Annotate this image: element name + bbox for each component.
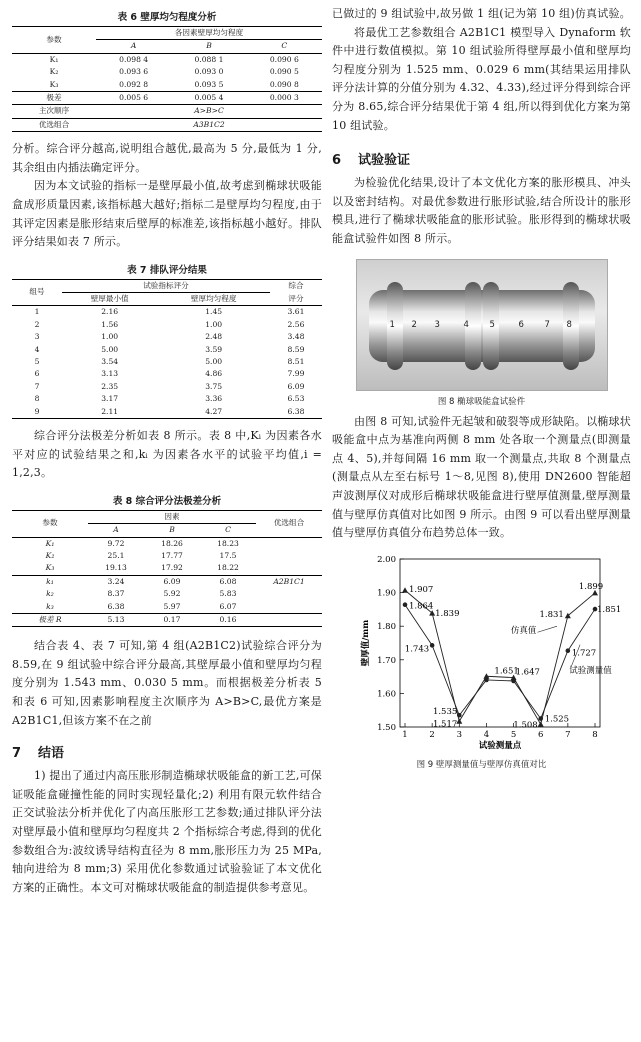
t7-col2: 壁厚均匀程度: [157, 293, 270, 306]
figure-8-photo: [356, 259, 608, 391]
t6-col-a: A: [96, 40, 171, 53]
t8-row-label: k₁: [46, 576, 54, 586]
data-label: 1.831: [539, 609, 564, 620]
data-label: 1.899: [578, 581, 604, 592]
t7-cell: 7.99: [287, 369, 305, 379]
t8-row-label: K₁: [45, 538, 55, 548]
x-axis-label: 试验测量点: [478, 740, 522, 751]
t8-param: 参数: [12, 510, 88, 537]
data-label: 1.647: [515, 667, 540, 678]
t8-cell: 25.1: [107, 550, 125, 560]
x-tick-label: 7: [565, 729, 571, 740]
right-paragraph-1: 已做过的 9 组试验中,故另做 1 组(记为第 10 组)仿真试验。: [332, 7, 631, 20]
table8: [12, 510, 322, 628]
x-tick-label: 1: [402, 729, 408, 740]
data-label: 1.864: [409, 601, 434, 612]
t7-cell: 6.53: [287, 394, 305, 404]
figure-9-chart: [332, 547, 631, 755]
t6-row-label: K₃: [49, 79, 59, 89]
t8-factor: 因素: [88, 510, 256, 523]
t6-col-b: B: [171, 40, 246, 53]
series-point-2: [566, 648, 571, 653]
t8-col-c: C: [200, 524, 256, 537]
section-7-number: 7: [12, 746, 22, 762]
t8-cell: 6.08: [219, 576, 237, 586]
x-tick-label: 4: [483, 729, 490, 740]
t8-best-cell: [256, 537, 322, 550]
t7-cell: 2.11: [101, 406, 119, 416]
t8-cell: 9.72: [107, 538, 125, 548]
t7-cell: 2.48: [205, 332, 223, 342]
data-label: 1.651: [494, 665, 519, 676]
plot-frame: [400, 559, 600, 727]
t6-order-value: A>B>C: [194, 106, 224, 116]
y-axis-label: 壁厚值/mm: [361, 619, 371, 666]
t8-cell: 8.37: [107, 589, 125, 599]
t6-best-value: A3B1C2: [193, 119, 225, 129]
t8-cell: 17.77: [161, 550, 183, 560]
t7-cell: 8.59: [287, 344, 305, 354]
data-label: 1.508: [513, 719, 538, 730]
t6-cell: 0.092 8: [119, 79, 149, 89]
t8-cell: 6.07: [219, 601, 237, 611]
series-point-2: [538, 716, 543, 721]
t7-group-number: 5: [34, 357, 40, 367]
t6-row-label: K₁: [49, 54, 59, 64]
t7-cell: 6.09: [287, 381, 305, 391]
data-label: 1.535: [432, 706, 458, 717]
t6-group-header: 各因素壁厚均匀程度: [96, 27, 322, 40]
t7-col3b: 评分: [270, 293, 322, 306]
data-label: 1.525: [544, 714, 570, 725]
x-tick-label: 2: [429, 729, 435, 740]
data-label: 1.839: [435, 608, 460, 619]
right-paragraph-3: 为检验优化结果,设计了本文优化方案的胀形模具、冲头以及密封结构。对最优参数进行胀形试验,结合所设计的胀形模具,进行了椭球状吸能盒的胀形试验。胀形得到的椭球状吸能盒试验件如图 8 所示。: [332, 176, 631, 245]
t8-cell: 0.17: [163, 614, 181, 624]
t6-row-label: 极差: [46, 92, 62, 102]
t7-col3a: 综合: [288, 280, 304, 290]
t8-best-cell: [256, 601, 322, 614]
t7-header-group: 试验指标评分: [62, 279, 270, 292]
t8-body: [12, 537, 322, 627]
t7-body: [12, 306, 322, 419]
t8-best-cell: [256, 588, 322, 600]
t6-cell: 0.000 3: [269, 92, 299, 102]
measure-point-4: 4: [463, 319, 469, 330]
y-tick-label: 1.50: [377, 722, 396, 733]
t8-col-a: A: [88, 524, 144, 537]
right-paragraph-2: 将最优工艺参数组合 A2B1C1 模型导入 Dynaform 软件中进行数值模拟。第 10 组试验所得壁厚最小值和壁厚均匀程度分别为 1.525 mm、0.029 6 mm(其结果运用排队评分法计算的分值分别为 4.32、4.33),经过评分得到综合评分为 8.65,综合评分结果优于第 4 组,所以得到优化方案为第 10 组试验。: [332, 25, 631, 132]
t7-group-number: 7: [34, 381, 40, 391]
t8-row-label: k₂: [46, 589, 54, 599]
data-label: 1.851: [597, 604, 622, 615]
table7: [12, 279, 322, 419]
t8-best-cell: [256, 562, 322, 575]
t7-cell: 5.00: [205, 357, 223, 367]
data-label: 1.517: [432, 718, 458, 729]
t8-row-label: K₂: [45, 550, 55, 560]
y-tick-label: 1.60: [377, 689, 396, 700]
section-6-title: 试验验证: [358, 153, 411, 169]
measure-point-2: 2: [411, 319, 417, 330]
t6-cell: 0.005 6: [119, 92, 149, 102]
data-label: 1.727: [571, 648, 597, 659]
t8-best-cell: [256, 550, 322, 562]
t7-cell: 2.56: [287, 319, 305, 329]
measure-point-3: 3: [434, 319, 440, 330]
t8-best: 优选组合: [256, 510, 322, 537]
series-point-2: [430, 643, 435, 648]
t8-row-label: 极差 R: [38, 614, 62, 624]
left-paragraph-1: 分析。综合评分越高,说明组合越优,最高为 5 分,最低为 1 分,其余组由内插法确定评分。: [12, 142, 322, 174]
t6-cell: 0.005 4: [194, 92, 224, 102]
right-column: [332, 0, 631, 776]
t6-cell: 0.098 4: [119, 54, 149, 64]
t8-cell: 5.97: [163, 601, 181, 611]
series-point-2: [457, 713, 462, 718]
t8-row-label: K₃: [45, 563, 55, 573]
section-7-title: 结语: [38, 746, 65, 762]
y-tick-label: 1.90: [377, 588, 396, 599]
left-column: [12, 0, 322, 897]
t8-cell: 17.5: [219, 550, 237, 560]
section-6-heading: [332, 149, 631, 168]
t6-cell: 0.088 1: [194, 54, 224, 64]
section-6-number: 6: [332, 153, 342, 169]
measure-point-6: 6: [518, 319, 524, 330]
t8-cell: 5.92: [163, 589, 181, 599]
t7-cell: 6.38: [287, 406, 305, 416]
legend-simulation: 仿真值: [510, 625, 537, 636]
t6-cell: 0.093 6: [119, 67, 149, 77]
t7-cell: 3.17: [101, 394, 119, 404]
x-tick-label: 3: [456, 729, 462, 740]
left-paragraph-2: 因为本文试验的指标一是壁厚最小值,故考虑到椭球状吸能盒成形质量因素,该指标越大越好;指标二是壁厚均匀程度,由于其评定因素是胀形结束后壁厚的标准差,该指标越小越好。排队评分结果如表 7 所示。: [12, 179, 322, 249]
left-paragraph-5: 1) 提出了通过内高压胀形制造椭球状吸能盒的新工艺,可保证吸能盒碰撞性能的同时实现轻量化;2) 利用有限元软件结合正交试验法分析并优化了内高压胀形工艺参数;通过排队评分法对壁厚最小值和壁厚均匀程度共 2 个指标综合考虑,得到的优化参数组合为:波纹诱导结构直径为 8 mm,胀形压力为 25 MPa,轴向进给为 8 mm;3) 采用优化参数通过试验验证了本文优化方案的正确性。本文可对椭球状吸能盒的制造提供参考意见。: [12, 769, 322, 894]
t8-best-cell: [256, 613, 322, 626]
t7-group-number: 4: [34, 344, 40, 354]
series-point-1: [402, 587, 408, 593]
t7-cell: 1.45: [205, 307, 223, 317]
t6-order-label: 主次顺序: [38, 106, 70, 116]
t8-cell: 0.16: [219, 614, 237, 624]
t7-cell: 2.35: [101, 381, 119, 391]
t6-row-label: K₂: [49, 67, 59, 77]
section-7-heading: [12, 742, 322, 761]
t7-cell: 3.75: [205, 381, 223, 391]
t6-cell: 0.093 0: [194, 67, 224, 77]
left-paragraph-3: 综合评分法极差分析如表 8 所示。表 8 中,Kᵢ 为因素各水平对应的试验结果之和,kᵢ 为因素各水平的试验平均值,i = 1,2,3。: [12, 428, 322, 480]
t7-cell: 3.61: [287, 307, 305, 317]
t8-row-label: k₃: [46, 601, 54, 611]
y-tick-label: 1.70: [377, 655, 396, 666]
t7-col1: 壁厚最小值: [62, 293, 157, 306]
t6-cell: 0.090 5: [269, 67, 299, 77]
t8-cell: 18.26: [161, 538, 183, 548]
series-point-1: [538, 721, 544, 727]
t8-cell: 6.09: [163, 576, 181, 586]
right-paragraph-4: 由图 8 可知,试验件无起皱和破裂等成形缺陷。以椭球状吸能盒中点为基准向两侧 8 mm 处各取一个测量点(即测量点 4、5),并每间隔 16 mm 取一个测量点,共取 8 个测量点(测量点从左至右标号 1～8,见图 8),使用 DN2600 智能超声波测厚仪对成形后椭球状吸能盒进行壁厚值测量,壁厚测量值与壁厚仿真值对比如图 9 所示。由图 9 可以看出壁厚测量值与壁厚仿真值分布趋势总体一致。: [332, 414, 631, 540]
x-tick-label: 5: [510, 729, 517, 740]
t7-cell: 8.51: [287, 357, 305, 367]
t7-cell: 3.36: [205, 394, 223, 404]
t8-cell: 6.38: [107, 601, 125, 611]
t6-cell: 0.093 5: [194, 79, 224, 89]
t7-group-number: 1: [34, 307, 40, 317]
t7-cell: 1.56: [101, 319, 119, 329]
x-tick-label: 8: [592, 729, 598, 740]
table6-caption: 表 6 壁厚均匀程度分析: [117, 12, 217, 23]
t8-col-b: B: [144, 524, 200, 537]
t7-group-number: 2: [34, 319, 40, 329]
t7-cell: 3.13: [101, 369, 119, 379]
t7-group-number: 3: [34, 332, 40, 342]
t6-best-label: 优选组合: [38, 119, 70, 129]
t6-param: 参数: [12, 27, 96, 54]
left-paragraph-4: 结合表 4、表 7 可知,第 4 组(A2B1C2)试验综合评分为 8.59,在 9 组试验中综合评分最高,其壁厚最小值和壁厚均匀程度分别为 1.543 mm、0.030 5 mm。而根据极差分析表 5 和表 6 可知,因素影响程度主次顺序为 A>B>C,最优方案是 A2B1C1,但该方案不在之前: [12, 639, 322, 727]
y-tick-label: 2.00: [377, 554, 396, 565]
t6-cell: 0.090 8: [269, 79, 299, 89]
data-label: 1.907: [409, 584, 434, 595]
t7-group-number: 9: [34, 406, 40, 416]
t8-cell: 18.22: [217, 563, 239, 573]
t8-cell: 19.13: [105, 563, 127, 573]
measure-point-8: 8: [566, 319, 572, 330]
figure-9-caption: 图 9 壁厚测量值与壁厚仿真值对比: [416, 759, 547, 770]
series-point-2: [484, 677, 489, 682]
series-point-2: [511, 678, 516, 683]
t7-cell: 5.00: [101, 344, 119, 354]
x-tick-label: 6: [538, 729, 544, 740]
figure-8-caption: 图 8 椭球吸能盒试验件: [437, 396, 526, 407]
t7-group-number: 8: [34, 394, 40, 404]
measure-point-7: 7: [544, 319, 550, 330]
t8-cell: 5.13: [107, 614, 125, 624]
t7-cell: 4.27: [205, 406, 223, 416]
series-point-2: [403, 602, 408, 607]
measure-point-5: 5: [489, 319, 495, 330]
data-label: 1.743: [404, 644, 430, 655]
table7-caption: 表 7 排队评分结果: [127, 264, 207, 276]
measure-point-1: 1: [389, 319, 395, 330]
table8-caption: 表 8 综合评分法极差分析: [112, 495, 222, 507]
t8-cell: 3.24: [107, 576, 125, 586]
t8-best-cell: A2B1C1: [273, 576, 305, 586]
t6-cell: 0.090 6: [269, 54, 299, 64]
legend-measured: 试验测量值: [569, 665, 612, 676]
t8-cell: 5.83: [219, 589, 237, 599]
y-tick-label: 1.80: [377, 621, 396, 632]
table6: [12, 26, 322, 132]
t7-cell: 3.54: [101, 357, 119, 367]
series-line-1: [405, 590, 595, 724]
t8-cell: 17.92: [161, 563, 183, 573]
t7-group-number: 6: [34, 369, 40, 379]
t7-cell: 3.59: [205, 344, 223, 354]
t6-col-c: C: [247, 40, 322, 53]
t7-cell: 2.16: [101, 307, 119, 317]
t7-cell: 1.00: [205, 319, 223, 329]
t7-cell: 3.48: [287, 332, 305, 342]
t8-cell: 18.23: [217, 538, 239, 548]
t7-cell: 4.86: [205, 369, 223, 379]
t7-group: 组号: [12, 279, 62, 306]
t7-cell: 1.00: [101, 332, 119, 342]
legend-simulation-leader: [538, 626, 557, 632]
